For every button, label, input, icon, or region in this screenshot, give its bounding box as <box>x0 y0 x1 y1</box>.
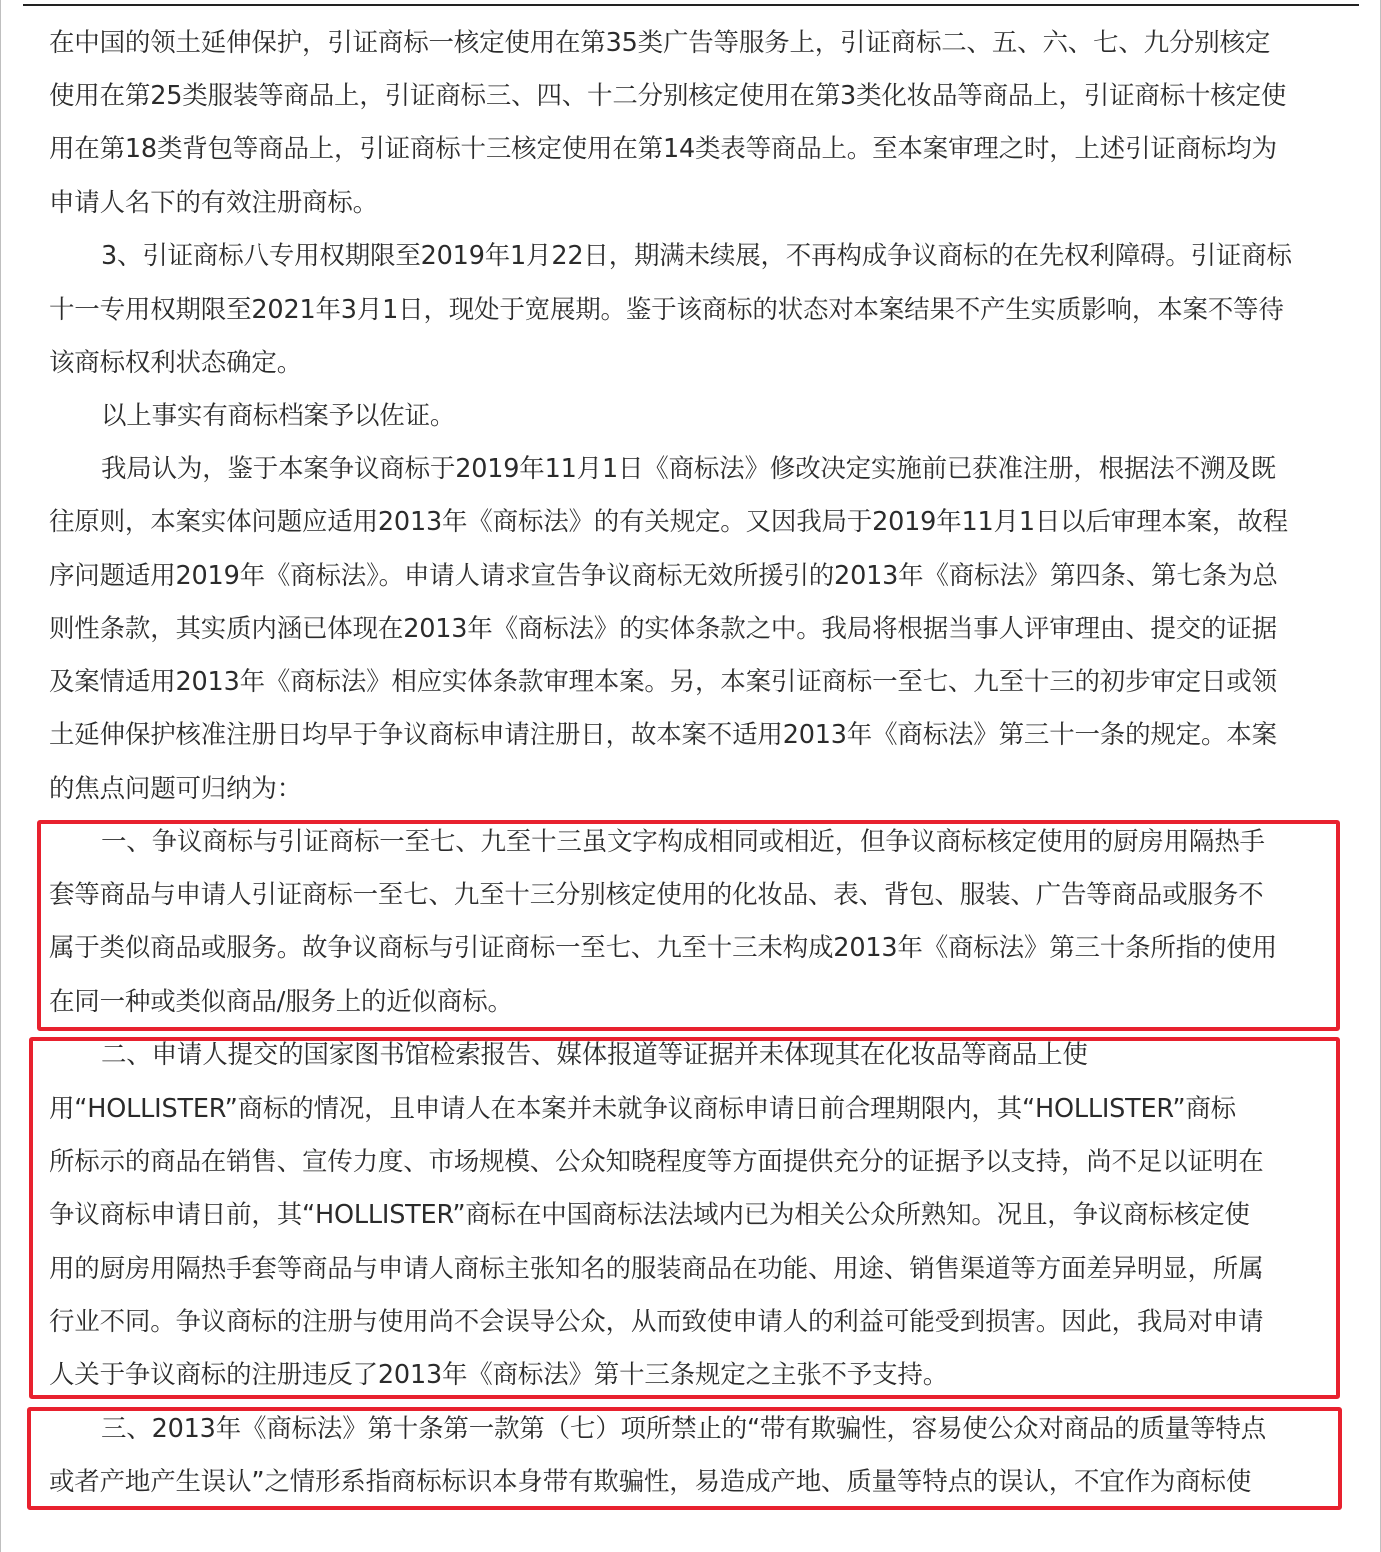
text-line: 序问题适用2019年《商标法》。申请人请求宣告争议商标无效所援引的2013年《商标法》第四条、第七条为总 <box>49 561 1278 591</box>
text-line: 在同一种或类似商品/服务上的近似商标。 <box>49 987 513 1017</box>
text-line: 土延伸保护核准注册日均早于争议商标申请注册日，故本案不适用2013年《商标法》第三十一条的规定。本案 <box>49 720 1277 750</box>
text-line: 该商标权利状态确定。 <box>49 348 303 378</box>
text-line: 则性条款，其实质内涵已体现在2013年《商标法》的实体条款之中。我局将根据当事人评审理由、提交的证据 <box>49 614 1277 644</box>
text-line: 人关于争议商标的注册违反了2013年《商标法》第十三条规定之主张不予支持。 <box>49 1360 948 1390</box>
text-line: 用的厨房用隔热手套等商品与申请人商标主张知名的服装商品在功能、用途、销售渠道等方面差异明显，所属 <box>49 1254 1264 1284</box>
paragraph-start-line: 3、引证商标八专用权期限至2019年1月22日，期满未续展，不再构成争议商标的在先权利障碍。引证商标 <box>101 241 1292 271</box>
text-line: 或者产地产生误认”之情形系指商标标识本身带有欺骗性，易造成产地、质量等特点的误认，不宜作为商标使 <box>49 1467 1252 1497</box>
paragraph-start-line: 以上事实有商标档案予以佐证。 <box>101 401 456 431</box>
text-line: 十一专用权期限至2021年3月1日，现处于宽展期。鉴于该商标的状态对本案结果不产生实质影响，本案不等待 <box>49 295 1284 325</box>
text-line: 往原则，本案实体问题应适用2013年《商标法》的有关规定。又因我局于2019年11月1日以后审理本案，故程 <box>49 507 1288 537</box>
text-line: 争议商标申请日前，其“HOLLISTER”商标在中国商标法法域内已为相关公众所熟知。况且，争议商标核定使 <box>49 1200 1250 1230</box>
text-line: 的焦点问题可归纳为： <box>49 774 303 804</box>
text-line: 在中国的领土延伸保护，引证商标一核定使用在第35类广告等服务上，引证商标二、五、六、七、九分别核定 <box>49 28 1271 58</box>
paragraph-start-line: 一、争议商标与引证商标一至七、九至十三虽文字构成相同或相近，但争议商标核定使用的厨房用隔热手 <box>101 827 1265 857</box>
text-line: 用在第18类背包等商品上，引证商标十三核定使用在第14类表等商品上。至本案审理之时，上述引证商标均为 <box>49 134 1277 164</box>
text-line: 及案情适用2013年《商标法》相应实体条款审理本案。另，本案引证商标一至七、九至十三的初步审定日或领 <box>49 667 1277 697</box>
text-line: 用“HOLLISTER”商标的情况，且申请人在本案并未就争议商标申请日前合理期限内，其“HOLLISTER”商标 <box>49 1094 1236 1124</box>
paragraph-start-line: 三、2013年《商标法》第十条第一款第（七）项所禁止的“带有欺骗性，容易使公众对商品的质量等特点 <box>101 1414 1267 1444</box>
top-divider <box>23 4 1359 6</box>
text-line: 属于类似商品或服务。故争议商标与引证商标一至七、九至十三未构成2013年《商标法》第三十条所指的使用 <box>49 933 1277 963</box>
paragraph-start-line: 我局认为，鉴于本案争议商标于2019年11月1日《商标法》修改决定实施前已获准注册，根据法不溯及既 <box>101 454 1276 484</box>
text-line: 使用在第25类服装等商品上，引证商标三、四、十二分别核定使用在第3类化妆品等商品上，引证商标十核定使 <box>49 81 1287 111</box>
text-line: 行业不同。争议商标的注册与使用尚不会误导公众，从而致使申请人的利益可能受到损害。因此，我局对申请 <box>49 1307 1264 1337</box>
text-line: 所标示的商品在销售、宣传力度、市场规模、公众知晓程度等方面提供充分的证据予以支持，尚不足以证明在 <box>49 1147 1264 1177</box>
paragraph-start-line: 二、申请人提交的国家图书馆检索报告、媒体报道等证据并未体现其在化妆品等商品上使 <box>101 1040 1088 1070</box>
text-line: 申请人名下的有效注册商标。 <box>49 188 378 218</box>
text-line: 套等商品与申请人引证商标一至七、九至十三分别核定使用的化妆品、表、背包、服装、广告等商品或服务不 <box>49 880 1264 910</box>
